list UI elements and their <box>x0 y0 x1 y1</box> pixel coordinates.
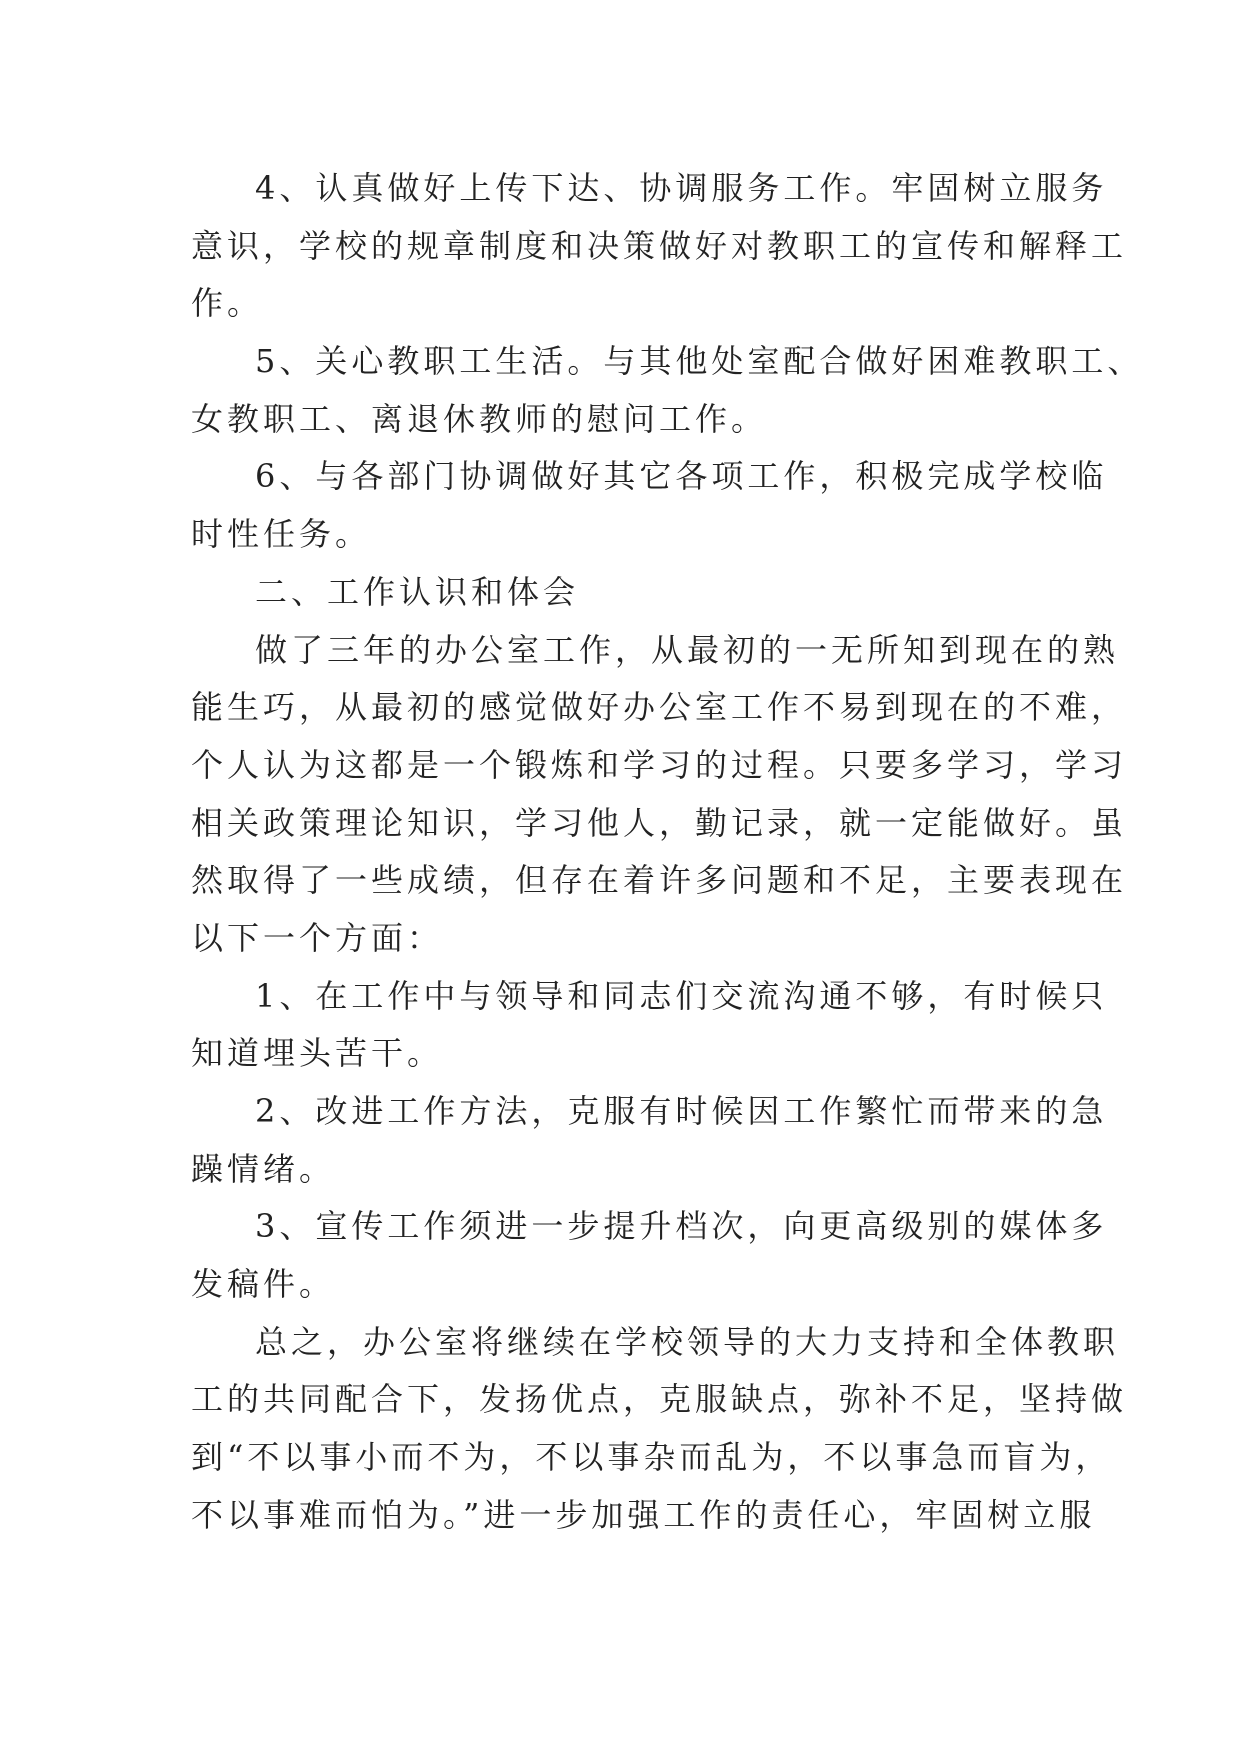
paragraph-reflection-line-1: 做了三年的办公室工作，从最初的一无所知到现在的熟 <box>255 630 1120 669</box>
paragraph-conclusion-line-2: 工的共同配合下，发扬优点，克服缺点，弥补不足，坚持做 <box>191 1380 1128 1419</box>
paragraph-reflection-line-3: 个人认为这都是一个锻炼和学习的过程。只要多学习，学习 <box>191 745 1128 784</box>
paragraph-item-6-line-1: 6、与各部门协调做好其它各项工作，积极完成学校临 <box>255 457 1108 496</box>
paragraph-item-4-line-1: 4、认真做好上传下达、协调服务工作。牢固树立服务 <box>255 169 1108 207</box>
paragraph-issue-2-line-1: 2、改进工作方法，克服有时候因工作繁忙而带来的急 <box>255 1092 1108 1130</box>
paragraph-issue-3-line-2: 发稿件。 <box>191 1265 336 1304</box>
section-heading: 二、工作认识和体会 <box>255 572 580 611</box>
paragraph-item-4-line-3: 作。 <box>191 284 264 323</box>
paragraph-conclusion-line-1: 总之，办公室将继续在学校领导的大力支持和全体教职 <box>255 1322 1120 1361</box>
paragraph-reflection-line-6: 以下一个方面： <box>191 918 444 957</box>
document-body <box>191 160 1144 1545</box>
paragraph-issue-1-line-2: 知道埋头苦干。 <box>191 1034 444 1073</box>
paragraph-issue-2-line-2: 躁情绪。 <box>191 1149 336 1188</box>
paragraph-reflection-line-4: 相关政策理论知识，学习他人，勤记录，就一定能做好。虽 <box>191 803 1128 842</box>
paragraph-item-5-line-1: 5、关心教职工生活。与其他处室配合做好困难教职工、 <box>255 342 1144 381</box>
paragraph-reflection-line-5: 然取得了一些成绩，但存在着许多问题和不足，主要表现在 <box>191 861 1128 900</box>
paragraph-item-4-line-2: 意识，学校的规章制度和决策做好对教职工的宣传和解释工 <box>191 226 1128 265</box>
paragraph-conclusion-line-4: 不以事难而怕为。”进一步加强工作的责任心，牢固树立服 <box>191 1495 1096 1534</box>
paragraph-reflection-line-2: 能生巧，从最初的感觉做好办公室工作不易到现在的不难， <box>191 688 1128 727</box>
paragraph-conclusion-line-3: 到“不以事小而不为，不以事杂而乱为，不以事急而盲为， <box>191 1438 1112 1477</box>
paragraph-issue-3-line-1: 3、宣传工作须进一步提升档次，向更高级别的媒体多 <box>255 1207 1108 1246</box>
paragraph-item-6-line-2: 时性任务。 <box>191 515 372 554</box>
paragraph-issue-1-line-1: 1、在工作中与领导和同志们交流沟通不够，有时候只 <box>255 976 1108 1015</box>
paragraph-item-5-line-2: 女教职工、离退休教师的慰问工作。 <box>191 399 768 438</box>
